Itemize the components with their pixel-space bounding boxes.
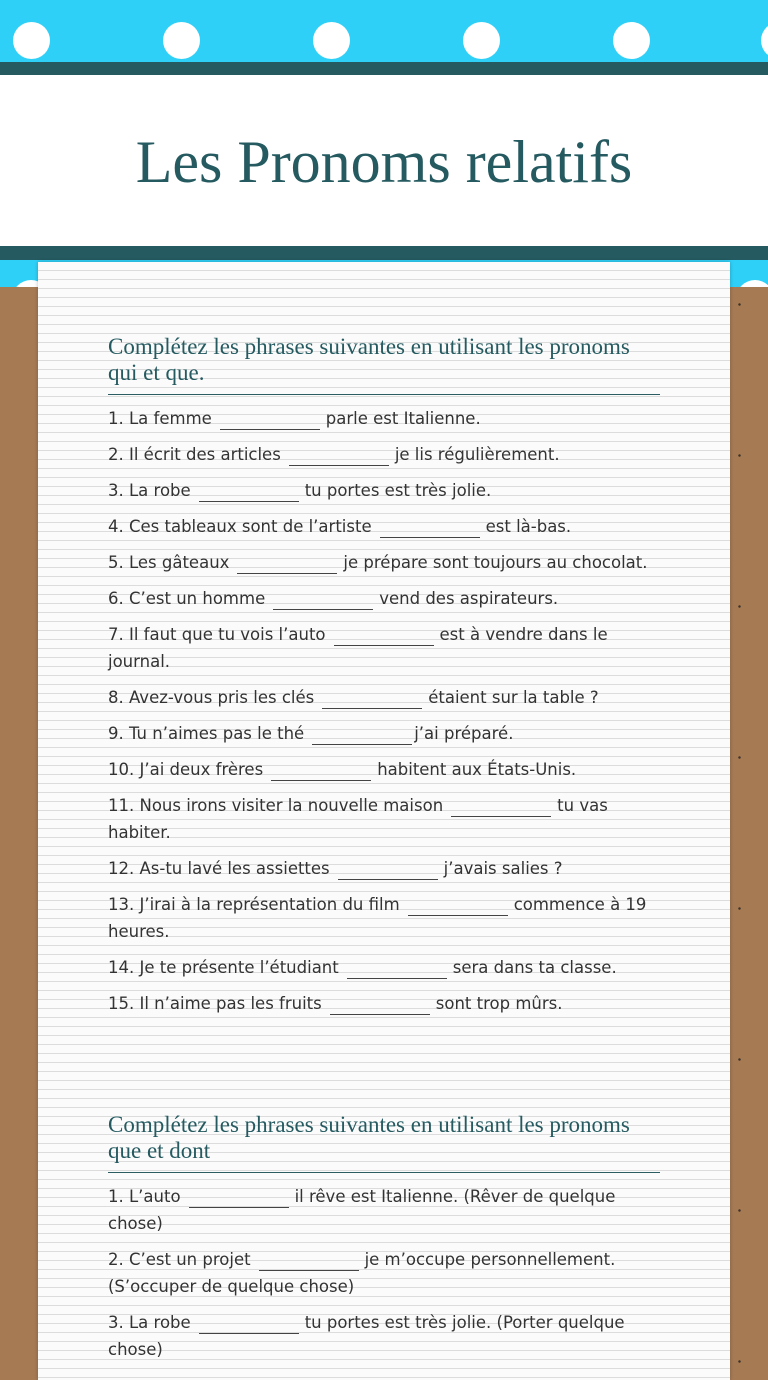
question-text: 15. Il n’aime pas les fruits (108, 994, 322, 1013)
question-text: est là-bas. (485, 517, 572, 536)
question-text: commence à 19 heures. (108, 895, 647, 941)
question-list (108, 1183, 660, 1363)
question-text: 2. Il écrit des articles (108, 445, 281, 464)
question-item (108, 855, 660, 882)
exercise-section-2 (108, 1112, 660, 1372)
question-text: je lis régulièrement. (394, 445, 560, 464)
answer-blank[interactable] (189, 1193, 289, 1208)
polka-dot (613, 22, 650, 59)
question-text: 9. Tu n’aimes pas le thé (108, 724, 305, 743)
question-item (108, 513, 660, 540)
question-item (108, 1183, 660, 1237)
polka-dot (13, 22, 50, 59)
question-text: 11. Nous irons visiter la nouvelle maison (108, 796, 444, 815)
worksheet-paper (38, 262, 730, 1380)
answer-blank[interactable] (451, 802, 551, 817)
question-list (108, 405, 660, 1017)
question-item (108, 441, 660, 468)
question-text: 2. C’est un projet (108, 1250, 251, 1269)
question-item (108, 756, 660, 783)
question-text: il rêve est Italienne. (Rêver de quelque chose) (108, 1187, 616, 1233)
polka-dot (736, 280, 768, 287)
question-text: est à vendre dans le journal. (108, 625, 608, 671)
question-text: habitent aux États-Unis. (377, 760, 577, 779)
polka-dot (463, 22, 500, 59)
header-bottom-bar (0, 246, 768, 260)
question-text: 12. As-tu lavé les assiettes (108, 859, 330, 878)
question-text: sont trop mûrs. (435, 994, 563, 1013)
question-item (108, 621, 660, 675)
answer-blank[interactable] (199, 1319, 299, 1334)
question-item (108, 549, 660, 576)
question-item (108, 684, 660, 711)
question-text: étaient sur la table ? (428, 688, 599, 707)
page-title: Les Pronoms relatifs (135, 129, 633, 195)
answer-blank[interactable] (312, 730, 412, 745)
question-text: 10. J’ai deux frères (108, 760, 264, 779)
question-item (108, 477, 660, 504)
question-text: 4. Ces tableaux sont de l’artiste (108, 517, 372, 536)
question-text: 14. Je te présente l’étudiant (108, 958, 339, 977)
question-text: parle est Italienne. (325, 409, 481, 428)
header-top-bar (0, 62, 768, 75)
question-text: je m’occupe personnellement. (S’occuper de quelque chose) (108, 1250, 616, 1296)
question-text: j’avais salies ? (443, 859, 563, 878)
question-item (108, 990, 660, 1017)
question-text: 3. La robe (108, 481, 191, 500)
question-item (108, 585, 660, 612)
question-text: sera dans ta classe. (452, 958, 617, 977)
question-item (108, 1246, 660, 1300)
question-text: 8. Avez-vous pris les clés (108, 688, 315, 707)
answer-blank[interactable] (380, 523, 480, 538)
question-text: 6. C’est un homme (108, 589, 266, 608)
polka-dot (761, 22, 768, 59)
section-heading: Complétez les phrases suivantes en utilisant les pronoms qui et que. (108, 334, 660, 395)
question-text: vend des aspirateurs. (379, 589, 559, 608)
question-text: 13. J’irai à la représentation du film (108, 895, 400, 914)
answer-blank[interactable] (259, 1256, 359, 1271)
question-text: tu portes est très jolie. (304, 481, 492, 500)
question-text: j’ai préparé. (414, 724, 514, 743)
question-text: je prépare sont toujours au chocolat. (343, 553, 648, 572)
answer-blank[interactable] (330, 1000, 430, 1015)
section-heading: Complétez les phrases suivantes en utilisant les pronoms que et dont (108, 1112, 660, 1173)
question-text: 1. La femme (108, 409, 212, 428)
polka-dot-band (0, 0, 768, 62)
answer-blank[interactable] (289, 451, 389, 466)
answer-blank[interactable] (338, 865, 438, 880)
question-item (108, 405, 660, 432)
question-text: 7. Il faut que tu vois l’auto (108, 625, 326, 644)
question-text: 3. La robe (108, 1313, 191, 1332)
question-text: 1. L’auto (108, 1187, 181, 1206)
answer-blank[interactable] (199, 487, 299, 502)
answer-blank[interactable] (322, 694, 422, 709)
title-banner (0, 75, 768, 246)
question-item (108, 720, 660, 747)
answer-blank[interactable] (334, 631, 434, 646)
polka-dot (313, 22, 350, 59)
question-item (108, 792, 660, 846)
question-item (108, 954, 660, 981)
answer-blank[interactable] (271, 766, 371, 781)
answer-blank[interactable] (237, 559, 337, 574)
question-text: tu portes est très jolie. (Porter quelque chose) (108, 1313, 625, 1359)
question-item (108, 891, 660, 945)
polka-dot (163, 22, 200, 59)
answer-blank[interactable] (220, 415, 320, 430)
question-text: 5. Les gâteaux (108, 553, 230, 572)
answer-blank[interactable] (347, 964, 447, 979)
answer-blank[interactable] (408, 901, 508, 916)
question-text: tu vas habiter. (108, 796, 608, 842)
question-item (108, 1309, 660, 1363)
answer-blank[interactable] (273, 595, 373, 610)
exercise-section-1 (108, 334, 660, 1026)
